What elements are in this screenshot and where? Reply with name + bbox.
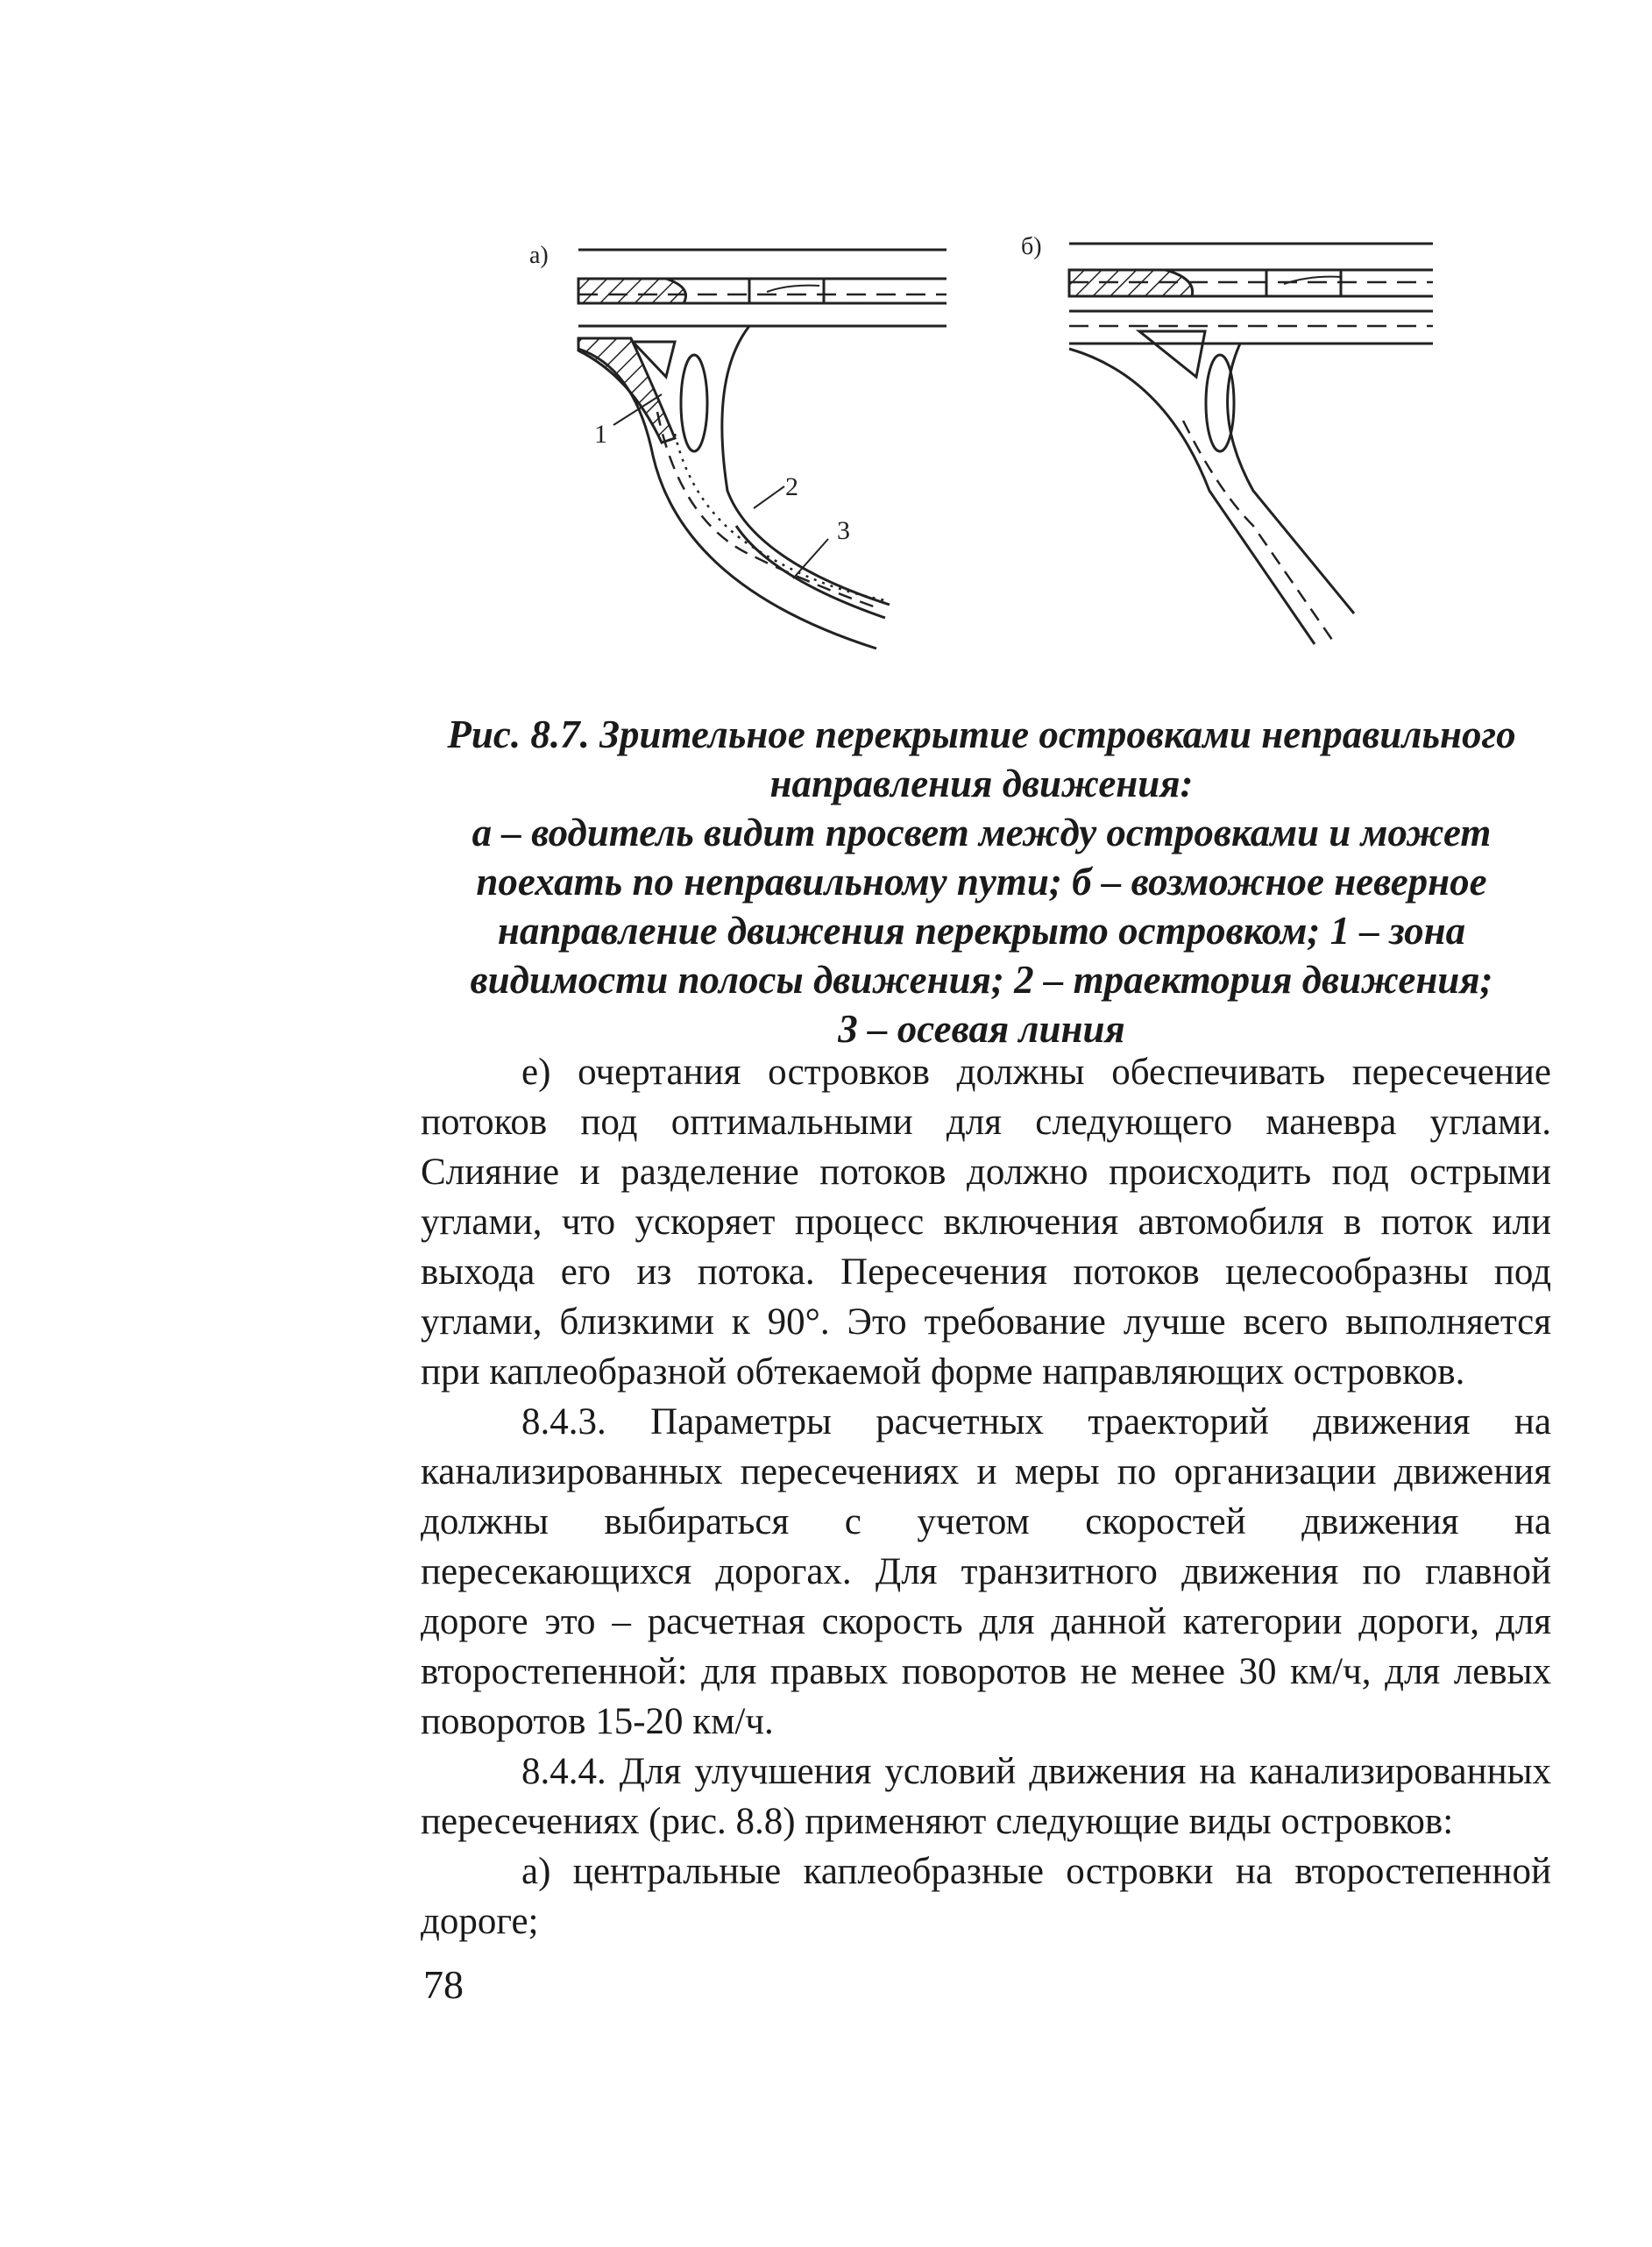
- caption-line: направления движения:: [769, 762, 1194, 805]
- paragraph-e: е) очертания островков должны обеспечивать пересечение потоков под оптимальными для следующего маневра углами. Слияние и разделение потоков должно происходить под острыми углами, что ускоряет процесс включения автомобиля в поток или выхода его из потока. Пересечения потоков целесообразны под углами, близкими к 90°. Это требование лучше всего выполняется при каплеобразной обтекаемой форме направляющих островков.: [421, 1052, 1551, 1393]
- figure-caption: [412, 710, 1551, 1053]
- panel-b-label: б): [1021, 233, 1042, 260]
- hatched-island: [578, 279, 686, 303]
- caption-line: направление движения перекрыто островком; 1 – зона: [497, 909, 1466, 953]
- hatched-island-b: [1069, 270, 1193, 296]
- callout-1: 1: [594, 420, 607, 449]
- callout-2: 2: [785, 472, 798, 501]
- caption-line: а – водитель видит просвет между островками и может: [471, 811, 1492, 854]
- callout-3: 3: [837, 516, 850, 545]
- paragraph-8-4-3: 8.4.3. Параметры расчетных траекторий движения на канализированных пересечениях и меры по организации движения должны выбираться с учетом скоростей движения на пересекающихся дорогах. Для транзитного движения по главной дороге это – расчетная скорость для данной категории дороги, для второстепенной: для правых поворотов не менее 30 км/ч, для левых поворотов 15-20 км/ч.: [421, 1401, 1551, 1742]
- caption-line: видимости полосы движения; 2 – траектория движения;: [470, 958, 1493, 1002]
- figure-8-7: [0, 0, 1652, 701]
- paragraph-8-4-4: 8.4.4. Для улучшения условий движения на канализированных пересечениях (рис. 8.8) применяют следующие виды островков:: [421, 1751, 1551, 1842]
- panel-a-diagram: [529, 242, 947, 649]
- caption-line: поехать по неправильному пути; б – возможное неверное: [476, 860, 1487, 904]
- caption-line: 3 – осевая линия: [838, 1007, 1125, 1051]
- page-number: 78: [423, 1962, 464, 2007]
- body-text: [421, 1047, 1551, 1946]
- paragraph-a: а) центральные каплеобразные островки на второстепенной дороге;: [421, 1851, 1551, 1942]
- panel-b-diagram: [1021, 233, 1433, 644]
- caption-line: Рис. 8.7. Зрительное перекрытие островками неправильного: [447, 712, 1516, 756]
- panel-a-label: а): [529, 242, 549, 269]
